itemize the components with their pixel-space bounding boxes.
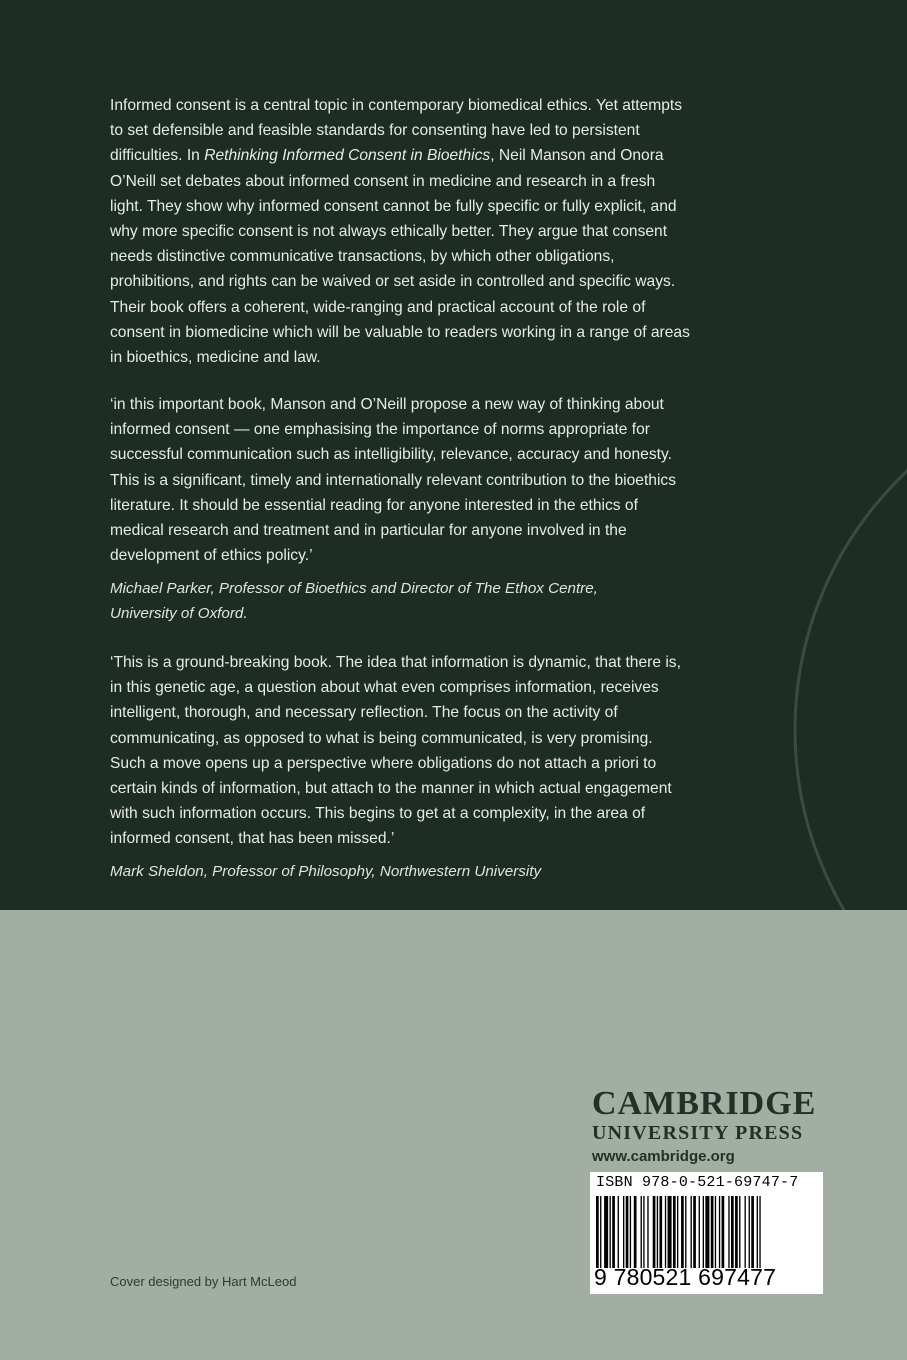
barcode-bar <box>685 1196 686 1268</box>
isbn-barcode <box>590 1172 823 1294</box>
barcode-bar <box>657 1196 658 1268</box>
barcode-bar <box>719 1196 720 1268</box>
barcode-bar <box>703 1196 704 1268</box>
publisher-subname: UNIVERSITY PRESS <box>592 1122 804 1144</box>
attribution-line: Michael Parker, Professor of Bioethics and Director of The Ethox Centre, <box>110 580 598 597</box>
barcode-bar <box>681 1196 684 1268</box>
barcode-bar <box>612 1196 615 1268</box>
barcode-bar <box>715 1196 716 1268</box>
barcode-bar <box>705 1196 709 1268</box>
publisher-name: CAMBRIDGE <box>592 1085 817 1122</box>
barcode-bar <box>647 1196 648 1268</box>
attribution-line: Mark Sheldon, Professor of Philosophy, Northwestern University <box>110 863 542 880</box>
attribution-line: University of Oxford. <box>110 604 248 622</box>
barcode-bar <box>659 1196 662 1268</box>
barcode-bar <box>634 1196 637 1268</box>
barcode-bars <box>596 1196 818 1268</box>
barcode-bar <box>693 1196 696 1268</box>
review-attribution-2 <box>110 860 541 885</box>
barcode-bar <box>731 1196 734 1268</box>
review-quote-text: ‘This is a ground-breaking book. The idea that information is dynamic, that there is, in this genetic age, a question about what even comprises information, receives intelligent, thorough, and necessary reflection. The focus on the activity of communicating, as opposed to what is being communicated, is very promising. Such a move opens up a perspective where obligations do not attach a priori to certain kinds of information, but attach to the manner in which actual engagement with such information occurs. This begins to get at a complexity, in the area of informed consent, that has been missed.’ <box>110 654 681 848</box>
review-quote-1 <box>110 392 690 568</box>
barcode-bar <box>596 1196 599 1268</box>
barcode-bar <box>668 1196 672 1268</box>
barcode-bar <box>699 1196 700 1268</box>
barcode-bar <box>711 1196 714 1268</box>
barcode-bar <box>745 1196 746 1268</box>
barcode-bar <box>728 1196 729 1268</box>
review-attribution-1 <box>110 577 598 626</box>
barcode-bar <box>759 1196 760 1268</box>
book-description <box>110 93 690 370</box>
barcode-bar <box>653 1196 656 1268</box>
barcode-bar <box>641 1196 642 1268</box>
barcode-bar <box>623 1196 624 1268</box>
barcode-bar <box>610 1196 611 1268</box>
cover-credit: Cover designed by Hart McLeod <box>110 1274 297 1289</box>
barcode-bar <box>751 1196 754 1268</box>
barcode-digits: 9 780521 697477 <box>594 1264 777 1290</box>
isbn-label: ISBN 978-0-521-69747-7 <box>596 1174 799 1191</box>
blurb-body: , Neil Manson and Onora O’Neill set debates about informed consent in medicine and research in a fresh light. They show why informed consent cannot be fully specific or fully explicit, and why more specific consent is not always ethically better. They argue that consent needs distinctive communicative transactions, by which other obligations, prohibitions, and rights can be waived or set aside in controlled and specific ways. Their book offers a coherent, wide-ranging and practical account of the role of consent in biomedicine which will be valuable to readers working in a range of areas in bioethics, medicine and law. <box>110 147 690 367</box>
book-title: Rethinking Informed Consent in Bioethics <box>204 147 491 165</box>
barcode-bar <box>691 1196 692 1268</box>
barcode-bar <box>757 1196 758 1268</box>
barcode-bar <box>665 1196 666 1268</box>
barcode-bar <box>604 1196 608 1268</box>
barcode-bar <box>643 1196 644 1268</box>
publisher-url: www.cambridge.org <box>592 1148 735 1165</box>
barcode-bar <box>739 1196 740 1268</box>
barcode-bar <box>722 1196 725 1268</box>
review-quote-2 <box>110 650 690 852</box>
barcode-bar <box>673 1196 676 1268</box>
review-quote-text: ‘in this important book, Manson and O’Neill propose a new way of thinking about informed consent — one emphasising the importance of norms appropriate for successful communication such as intelligibility, relevance, accuracy and honesty. This is a significant, timely and internationally relevant contribution to the bioethics literature. It should be essential reading for anyone interested in the ethics of medical research and treatment and in particular for anyone involved in the development of ethics policy.’ <box>110 396 677 565</box>
barcode-bar <box>677 1196 678 1268</box>
blurb-intro: Informed consent is a central topic in contemporary biomedical ethics. Yet attempts to set defensible and feasible standards for consenting have led to persistent difficulties. In <box>110 97 683 165</box>
publisher-logo <box>592 1086 824 1165</box>
barcode-bar <box>600 1196 601 1268</box>
barcode-bar <box>626 1196 629 1268</box>
barcode-bar <box>630 1196 631 1268</box>
barcode-bar <box>735 1196 738 1268</box>
barcode-bar <box>749 1196 750 1268</box>
barcode-bar <box>618 1196 619 1268</box>
